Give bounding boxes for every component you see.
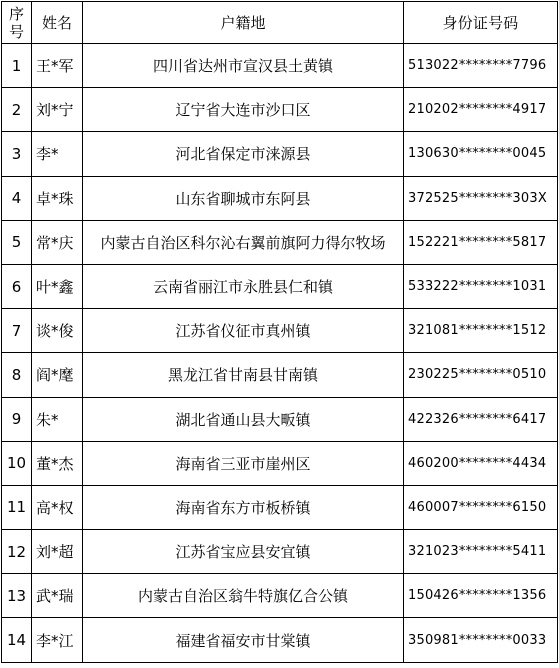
row-name: 王*军: [32, 44, 83, 88]
row-no: 14: [2, 618, 32, 662]
table-row: [2, 574, 558, 618]
row-id: 321023********5411: [404, 530, 558, 574]
header-no: [2, 2, 32, 44]
row-id: 152221********5817: [404, 220, 558, 264]
row-no: 13: [2, 574, 32, 618]
row-no: 3: [2, 132, 32, 176]
row-no: 8: [2, 353, 32, 397]
table-body: [2, 44, 558, 663]
row-id: 513022********7796: [404, 44, 558, 88]
row-name: 叶*鑫: [32, 264, 83, 308]
row-address: 河北省保定市涞源县: [83, 132, 404, 176]
header-no-line2: 号: [8, 22, 24, 41]
table-row: [2, 264, 558, 308]
row-id: 533222********1031: [404, 264, 558, 308]
table-row: [2, 485, 558, 529]
row-address: 海南省三亚市崖州区: [83, 441, 404, 485]
row-id: 350981********0033: [404, 618, 558, 662]
row-id: 321081********1512: [404, 309, 558, 353]
row-name: 刘*超: [32, 530, 83, 574]
row-name: 常*庆: [32, 220, 83, 264]
header-id: 身份证号码: [404, 2, 558, 44]
row-id: 210202********4917: [404, 88, 558, 132]
row-name: 朱*: [32, 397, 83, 441]
row-no: 9: [2, 397, 32, 441]
row-id: 422326********6417: [404, 397, 558, 441]
row-address: 四川省达州市宣汉县土黄镇: [83, 44, 404, 88]
row-name: 武*瑞: [32, 574, 83, 618]
row-name: 高*权: [32, 485, 83, 529]
row-name: 董*杰: [32, 441, 83, 485]
row-no: 7: [2, 309, 32, 353]
row-address: 内蒙古自治区翁牛特旗亿合公镇: [83, 574, 404, 618]
row-address: 云南省丽江市永胜县仁和镇: [83, 264, 404, 308]
row-id: 460007********6150: [404, 485, 558, 529]
table-row: [2, 220, 558, 264]
row-no: 12: [2, 530, 32, 574]
table-row: [2, 530, 558, 574]
table-row: [2, 88, 558, 132]
row-address: 山东省聊城市东阿县: [83, 176, 404, 220]
row-address: 黑龙江省甘南县甘南镇: [83, 353, 404, 397]
row-id: 150426********1356: [404, 574, 558, 618]
row-name: 刘*宁: [32, 88, 83, 132]
table-row: [2, 132, 558, 176]
row-address: 湖北省通山县大畈镇: [83, 397, 404, 441]
header-name: 姓名: [32, 2, 83, 44]
row-address: 福建省福安市甘棠镇: [83, 618, 404, 662]
row-id: 230225********0510: [404, 353, 558, 397]
table-row: [2, 353, 558, 397]
row-id: 372525********303X: [404, 176, 558, 220]
row-address: 辽宁省大连市沙口区: [83, 88, 404, 132]
row-address: 海南省东方市板桥镇: [83, 485, 404, 529]
table-row: [2, 397, 558, 441]
table-row: [2, 176, 558, 220]
header-no-line1: 序: [8, 4, 24, 23]
row-id: 130630********0045: [404, 132, 558, 176]
row-no: 10: [2, 441, 32, 485]
row-address: 内蒙古自治区科尔沁右翼前旗阿力得尔牧场: [83, 220, 404, 264]
row-no: 2: [2, 88, 32, 132]
table-row: [2, 44, 558, 88]
person-table: [1, 1, 558, 663]
row-no: 11: [2, 485, 32, 529]
row-name: 李*江: [32, 618, 83, 662]
row-address: 江苏省宝应县安宜镇: [83, 530, 404, 574]
table-row: [2, 618, 558, 662]
header-address: 户籍地: [83, 2, 404, 44]
row-no: 1: [2, 44, 32, 88]
table-row: [2, 309, 558, 353]
row-address: 江苏省仪征市真州镇: [83, 309, 404, 353]
row-no: 6: [2, 264, 32, 308]
row-name: 卓*珠: [32, 176, 83, 220]
row-no: 5: [2, 220, 32, 264]
table-header: [2, 2, 558, 44]
header-row: [2, 2, 558, 44]
row-id: 460200********4434: [404, 441, 558, 485]
row-no: 4: [2, 176, 32, 220]
row-name: 谈*俊: [32, 309, 83, 353]
table-row: [2, 441, 558, 485]
row-name: 李*: [32, 132, 83, 176]
row-name: 阎*麾: [32, 353, 83, 397]
